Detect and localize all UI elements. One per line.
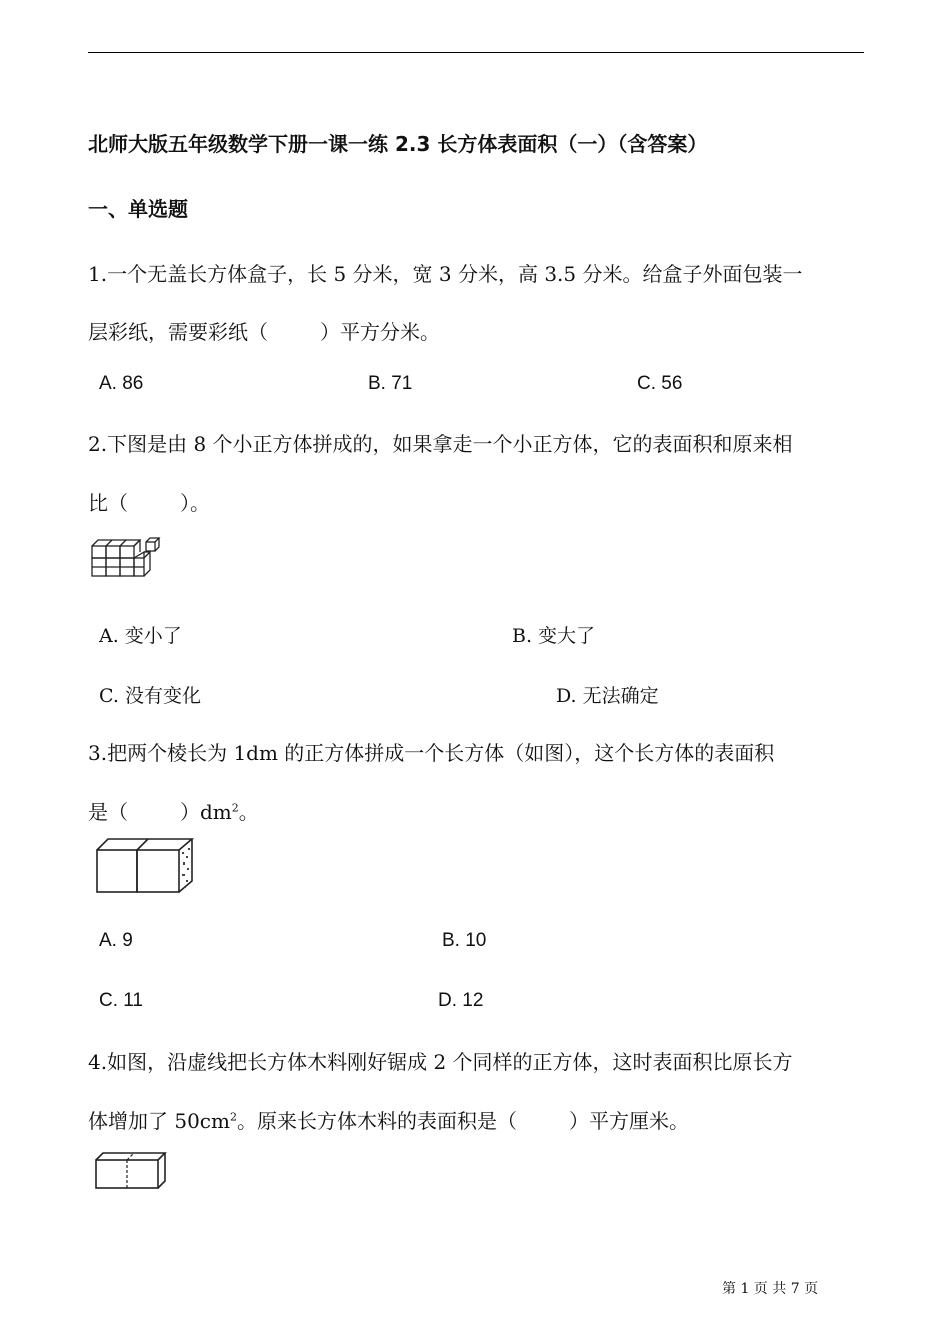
q1-text-b: ）平方分米。 (320, 320, 440, 344)
document-title: 北师大版五年级数学下册一课一练 2.3 长方体表面积（一）（含答案） (88, 132, 708, 156)
section-heading: 一、单选题 (88, 197, 188, 221)
two-cubes-figure (94, 836, 198, 896)
q2-option-d[interactable] (556, 681, 659, 708)
q2-text-a: 比（ (88, 491, 128, 515)
question-3-line-2 (88, 796, 259, 825)
cube-stack-figure (90, 536, 166, 580)
header-rule (88, 52, 864, 53)
q2-option-b-label: B. 变大了 (512, 625, 596, 647)
q3-option-b[interactable]: B. 10 (442, 930, 487, 951)
q2-option-a[interactable] (99, 621, 182, 648)
q1-option-c[interactable]: C. 56 (637, 373, 683, 394)
q3-option-a[interactable]: A. 9 (99, 930, 133, 951)
q4-text-c: ）平方厘米。 (568, 1109, 689, 1133)
q2-option-c[interactable] (99, 681, 201, 708)
q2-option-d-label: D. 无法确定 (556, 685, 659, 707)
q2-option-c-label: C. 没有变化 (99, 685, 201, 707)
question-4-line-2 (88, 1105, 689, 1134)
q3-text-b: ）dm (180, 800, 232, 824)
cuboid-figure (93, 1150, 169, 1192)
question-2-line-2 (88, 487, 210, 516)
q2-option-a-label: A. 变小了 (99, 625, 182, 647)
question-4-line-1: 4.如图，沿虚线把长方体木料刚好锯成 2 个同样的正方体，这时表面积比原长方 (88, 1050, 793, 1074)
q2-text-b: ）。 (180, 491, 210, 515)
q4-superscript: 2 (229, 1110, 237, 1124)
question-1-line-2 (88, 316, 440, 345)
question-2-line-1: 2.下图是由 8 个小正方体拼成的，如果拿走一个小正方体，它的表面积和原来相 (88, 432, 793, 456)
question-1-line-1: 1.一个无盖长方体盒子，长 5 分米，宽 3 分米，高 3.5 分米。给盒子外面包装一 (88, 262, 803, 286)
q4-text-b: 。原来长方体木料的表面积是（ (236, 1109, 517, 1133)
q3-superscript: 2 (231, 801, 239, 815)
q3-option-c[interactable]: C. 11 (99, 990, 144, 1011)
q2-option-b[interactable] (512, 621, 595, 648)
q1-option-b[interactable]: B. 71 (368, 373, 413, 394)
page-footer: 第 1 页 共 7 页 (722, 1281, 819, 1297)
q3-text-a: 是（ (88, 800, 128, 824)
q3-text-c: 。 (238, 800, 259, 824)
q1-option-a[interactable]: A. 86 (99, 373, 144, 394)
q3-option-d[interactable]: D. 12 (438, 990, 484, 1011)
q1-text-a: 层彩纸，需要彩纸（ (88, 320, 268, 344)
question-3-line-1: 3.把两个棱长为 1dm 的正方体拼成一个长方体（如图），这个长方体的表面积 (88, 741, 775, 765)
q4-text-a: 体增加了 50cm (88, 1109, 230, 1133)
